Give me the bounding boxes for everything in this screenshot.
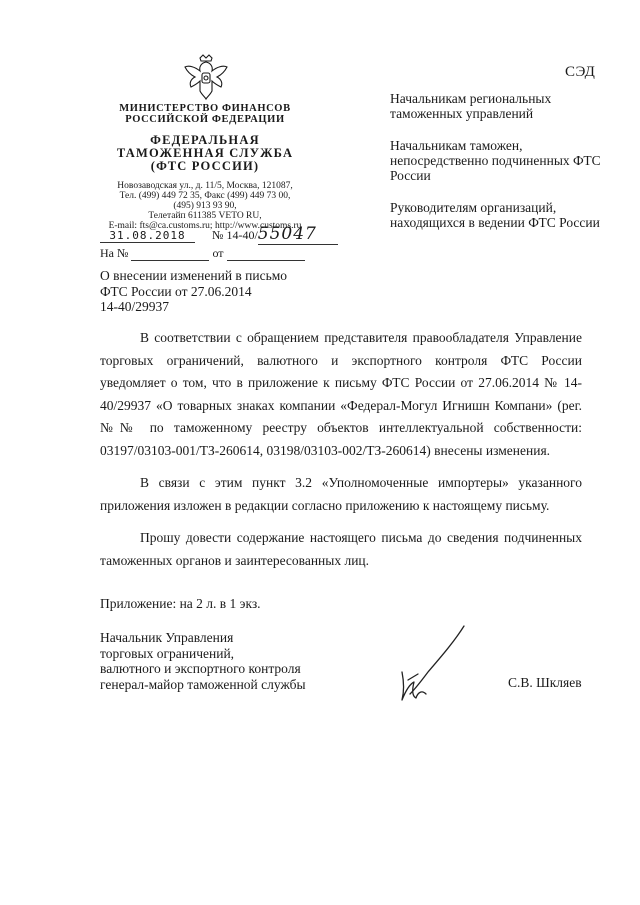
service-line: (ФТС РОССИИ) — [150, 159, 260, 173]
registration-line — [100, 224, 338, 245]
ministry-line: МИНИСТЕРСТВО ФИНАНСОВ — [119, 103, 291, 114]
signer-position-line: генерал-майор таможенной службы — [100, 676, 306, 692]
addressee: Руководителям организаций, находящихся в ведении ФТС России — [390, 200, 600, 230]
contact-line: Новозаводская ул., д. 11/5, Москва, 121087, — [117, 181, 293, 191]
service-line: ФЕДЕРАЛЬНАЯ — [150, 133, 260, 147]
signer-position-line: валютного и экспортного контроля — [100, 661, 301, 676]
registration-date: 31.08.2018 — [100, 229, 195, 243]
reply-number-blank — [131, 248, 209, 261]
body-paragraph: В соответствии с обращением представителя правообладателя Управление торговых ограничений, валютного и экспортного контроля ФТС России уведомляет о том, что в приложение к письму ФТС России от 27.06.2014 № 14-40/29937 «О товарных знаках компании «Федерал-Могул Игнишн Компани» (рег. №№ по таможенному реестру объектов интеллектуальной собственности: 03197/03103-001/ТЗ-260614, 03198/03103-002/ТЗ-260614) внесены изменения. — [100, 330, 582, 458]
addressee: Начальникам региональных таможенных управлений — [390, 91, 552, 121]
subject-line: О внесении изменений в письмо — [100, 268, 288, 283]
reply-date-blank — [227, 248, 305, 261]
signer-name: С.В. Шкляев — [508, 675, 582, 690]
coat-of-arms-icon — [183, 53, 229, 101]
sender-header — [100, 103, 310, 231]
addressee-block — [390, 91, 610, 247]
signer-position-line: торговых ограничений, — [100, 645, 235, 661]
body-paragraph: Прошу довести содержание настоящего письма до сведения подчиненных таможенных органов и заинтересованных лиц. — [100, 530, 582, 568]
letter-subject — [100, 268, 340, 315]
document-system-mark: СЭД — [565, 64, 596, 80]
ministry-line: РОССИЙСКОЙ ФЕДЕРАЦИИ — [125, 114, 285, 125]
reply-date-label: от — [212, 246, 224, 260]
service-line: ТАМОЖЕННАЯ СЛУЖБА — [116, 146, 294, 160]
contact-line: Тел. (499) 449 72 35, Факс (499) 449 73 00, — [119, 191, 291, 201]
registration-number: 55047 — [258, 224, 338, 245]
signer-position — [100, 630, 330, 692]
contact-line: Телетайп 611385 VETO RU, — [148, 211, 262, 221]
signer-position-line: Начальник Управления — [100, 630, 234, 645]
reply-number-label: На № — [100, 246, 129, 260]
letter-body — [100, 327, 582, 582]
addressee: Начальникам таможен, непосредственно подчиненных ФТС России — [390, 138, 601, 183]
contact-line: (495) 913 93 90, — [173, 201, 237, 211]
reply-reference-line — [100, 246, 305, 261]
subject-line: ФТС России от 27.06.2014 — [100, 283, 252, 299]
handwritten-signature — [388, 624, 478, 706]
attachment-note: Приложение: на 2 л. в 1 экз. — [100, 596, 261, 611]
contact-line: E-mail: fts@ca.customs.ru; http://www.customs.ru — [108, 221, 302, 231]
registration-number-prefix: № 14-40/ — [212, 228, 258, 242]
body-paragraph: В связи с этим пункт 3.2 «Уполномоченные импортеры» указанного приложения изложен в редакции согласно приложению к настоящему письму. — [100, 475, 582, 513]
subject-line: 14-40/29937 — [100, 299, 169, 314]
